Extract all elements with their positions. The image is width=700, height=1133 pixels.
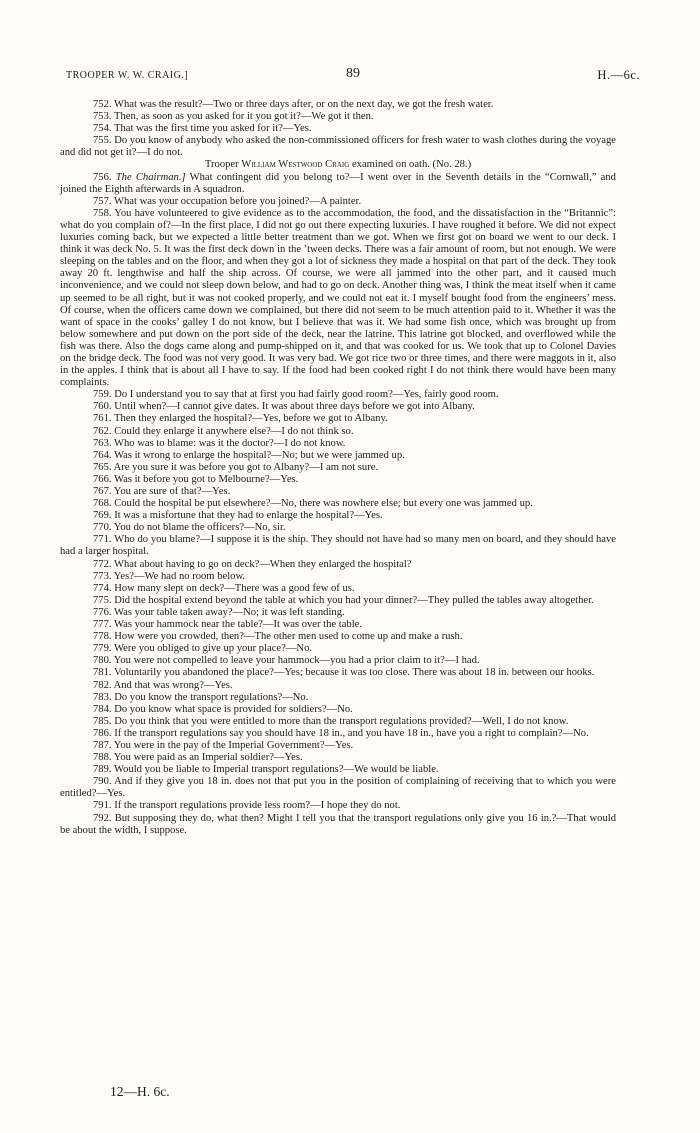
- paragraph: 772. What about having to go on deck?—When they enlarged the hospital?: [93, 558, 412, 570]
- paragraph: 762. Could they enlarge it anywhere else?—I do not think so.: [93, 425, 354, 437]
- page-header: [66, 66, 640, 86]
- paragraph: 790. And if they give you 18 in. does not that put you in the position of complaining of receiving that to which you were entitled?—Yes.: [60, 776, 616, 800]
- paragraph: 763. Who was to blame: was it the doctor?—I do not know.: [93, 437, 346, 449]
- paragraph: 777. Was your hammock near the table?—It was over the table.: [93, 619, 363, 631]
- paragraph: 758. You have volunteered to give evidence as to the accommodation, the food, and the dissatisfaction in the “Britannic”: what do you complain of?—In the first place, I did not go out there expecting luxuries. I have roughed it before. We did not expect luxuries coming back, but we expected a little better treatment than we got. When we first got on board we went to our deck. I think it was deck No. 5. It was the first deck down in the ’tween decks. There was a fair amount of room, but not enough. We were sleeping on the tables and on the floor, and when they got a lot of sickness they made a hospital on that part of the deck. They took away 20 ft. lengthwise and half the ship across. Of course, we were all jammed into the other part, and it caused much inconvenience, and we could not sleep down below, and had to go on deck. Another thing was, I think the meat itself when it came up seemed to be all right, but it was not cooked properly, and we could not eat it. I myself bought food from the engineers’ mess. Of course, when the officers came down we complained, but there did not seem to be much attention paid to it. Whether it was the want of space in the cooks’ galley I do not know, but I believe that was it. We had some fish once, which was brought up from below somewhere and put down on the port side of the deck, near the latrine. This latrine got blocked, and overflowed while the fish was there. Also the dogs came along and pump-shipped on it, and that was cooked for us. We took that up to Colonel Davies on the bridge deck. The food was not very good. It was very bad. We got rice two or three times, and there were maggots in it, also in the apples. I think that is about all I have to say. If the food had been cooked right I do not think there would have been many complaints.: [60, 207, 616, 389]
- paragraph: 753. Then, as soon as you asked for it you got it?—We got it then.: [93, 111, 374, 123]
- signature-mark: 12—H. 6c.: [110, 1084, 170, 1099]
- paragraph: 752. What was the result?—Two or three days after, or on the next day, we got the fresh water.: [93, 99, 494, 110]
- paragraph: 787. You were in the pay of the Imperial Government?—Yes.: [93, 739, 354, 751]
- paragraph: 754. That was the first time you asked for it?—Yes.: [93, 123, 312, 135]
- paragraph: 774. How many slept on deck?—There was a good few of us.: [93, 582, 355, 594]
- paragraph: 786. If the transport regulations say you should have 18 in., and you have 18 in., have you a right to complain?—No.: [93, 727, 589, 739]
- question-number: 756.: [93, 171, 112, 183]
- page-body: [60, 99, 616, 837]
- paragraph: 789. Would you be liable to Imperial transport regulations?—We would be liable.: [93, 764, 439, 776]
- witness-prefix: Trooper: [204, 159, 239, 171]
- running-head: TROOPER W. W. CRAIG.]: [66, 70, 189, 81]
- witness-heading: [60, 159, 616, 171]
- paragraph: 755. Do you know of anybody who asked the non-commissioned officers for fresh water to wash clothes during the voyage and did not get it?—I do not.: [60, 135, 616, 159]
- paragraph: 761. Then they enlarged the hospital?—Yes, before we got to Albany.: [93, 413, 388, 425]
- paragraph: 778. How were you crowded, then?—The other men used to come up and make a rush.: [93, 631, 463, 643]
- paragraph: 776. Was your table taken away?—No; it was left standing.: [93, 606, 345, 618]
- paragraph: 764. Was it wrong to enlarge the hospital?—No; but we were jammed up.: [93, 449, 405, 461]
- witness-suffix: examined on oath. (No. 28.): [351, 159, 472, 171]
- paragraph: 781. Voluntarily you abandoned the place?—Yes; because it was too close. There was about 18 in. between our hooks.: [93, 667, 595, 679]
- paragraph: 792. But supposing they do, what then? Might I tell you that the transport regulations only give you 16 in.?—That would be about the width, I suppose.: [60, 812, 616, 836]
- paragraph: 783. Do you know the transport regulations?—No.: [93, 691, 309, 703]
- paragraph: 770. You do not blame the officers?—No, sir.: [93, 522, 286, 534]
- paragraph: 766. Was it before you got to Melbourne?—Yes.: [93, 473, 299, 485]
- paragraph: 767. You are sure of that?—Yes.: [93, 486, 231, 497]
- paragraph: 773. Yes?—We had no room below.: [93, 570, 246, 582]
- paragraph: 771. Who do you blame?—I suppose it is the ship. They should not have had so many men on board, and they should have had a larger hospital.: [60, 534, 616, 558]
- paragraph: 784. Do you know what space is provided for soldiers?—No.: [93, 703, 353, 715]
- document-code: H.—6c.: [597, 68, 640, 82]
- witness-name: William Westwood Craig: [241, 159, 350, 171]
- question-text: What contingent did you belong to?—I went over in the Seventh details in the “Cornwall,” and joined the Eighth afterwards in A squadron.: [60, 171, 616, 195]
- paragraph: 791. If the transport regulations provide less room?—I hope they do not.: [93, 800, 401, 812]
- paragraph: 757. What was your occupation before you joined?—A painter.: [93, 195, 362, 207]
- paragraph: 769. It was a misfortune that they had to enlarge the hospital?—Yes.: [93, 510, 383, 522]
- paragraph: [60, 172, 616, 196]
- page-number: 89: [346, 66, 360, 81]
- paragraph: 775. Did the hospital extend beyond the table at which you had your dinner?—They pulled the tables away altogether.: [93, 594, 594, 606]
- paragraph: 765. Are you sure it was before you got to Albany?—I am not sure.: [93, 461, 379, 473]
- paragraph: 788. You were paid as an Imperial soldier?—Yes.: [93, 752, 303, 764]
- paragraph: 782. And that was wrong?—Yes.: [93, 679, 233, 691]
- paragraph: 785. Do you think that you were entitled to more than the transport regulations provided?—Well, I do not know.: [93, 715, 569, 727]
- speaker: The Chairman.]: [115, 171, 186, 183]
- paragraph: 760. Until when?—I cannot give dates. It was about three days before we got into Albany.: [93, 401, 475, 413]
- paragraph: 768. Could the hospital be put elsewhere?—No, there was nowhere else; but every one was jammed up.: [93, 498, 533, 510]
- paragraph: 759. Do I understand you to say that at first you had fairly good room?—Yes, fairly good room.: [93, 389, 499, 401]
- paragraph: 779. Were you obliged to give up your place?—No.: [93, 643, 313, 655]
- paragraph: 780. You were not compelled to leave your hammock—you had a prior claim to it?—I had.: [93, 655, 480, 667]
